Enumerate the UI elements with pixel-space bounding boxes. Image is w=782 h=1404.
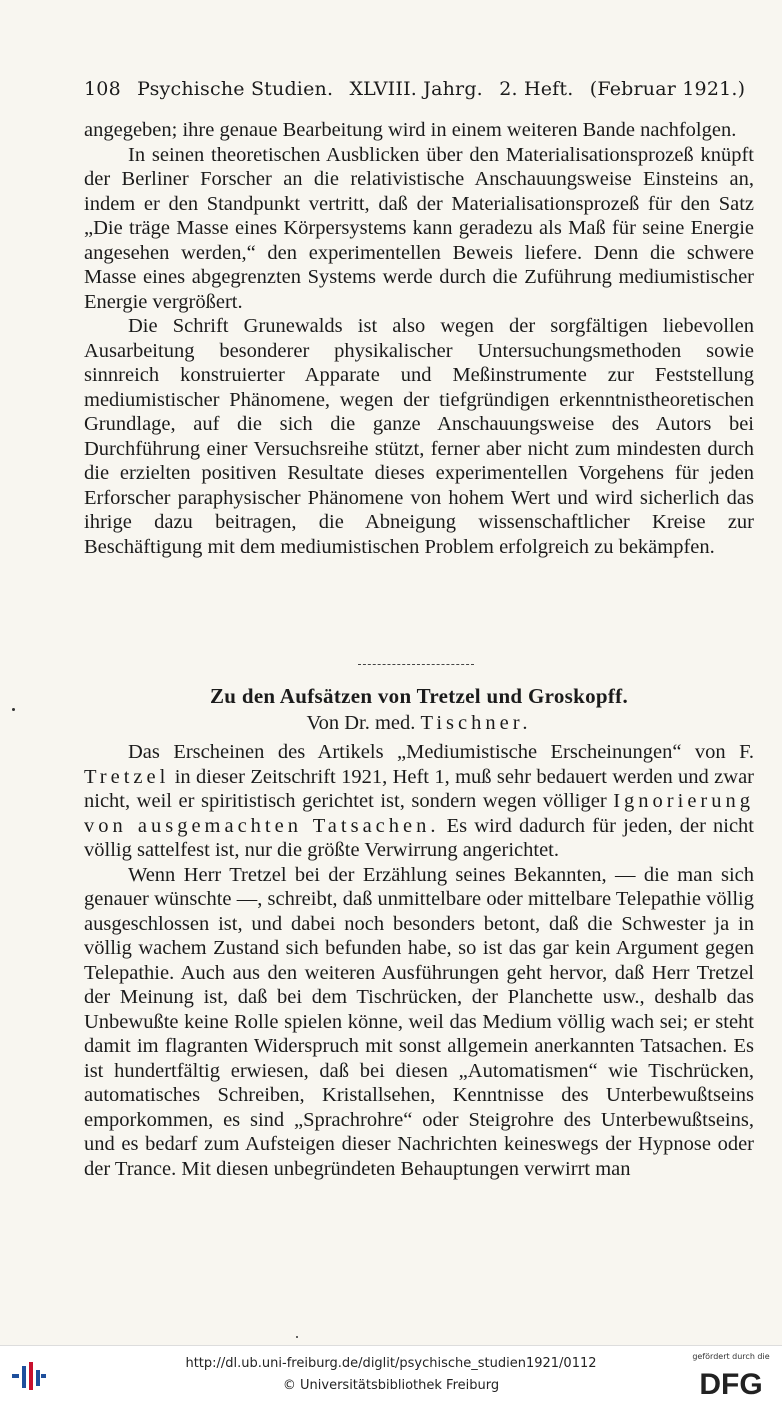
paragraph: Die Schrift Grunewalds ist also wegen der sorgfältigen liebevollen Ausarbeitung besonderer physikalischer Untersuchungsmethoden sowie sinnreich konstruierter Apparate und Meßinstrumente zur Feststellung mediumistischer Phänomene, wegen der tiefgründigen erkenntnistheoretischen Grundlage, auf die sich die ganze Anschauungsweise des Autors bei Durchführung einer Versuchsreihe stützt, ferner aber nicht zum mindesten durch die erzielten positiven Resultate dieses experimentellen Vorgehens für jeden Erforscher paraphysischer Phänomene von hohem Wert und wird sicherlich das ihrige dazu beitragen, die Abneigung wissenschaftlicher Kreise zur Beschäftigung mit dem mediumistischen Problem erfolgreich zu bekämpfen. xyxy=(84,315,754,558)
emphasized-phrase: Ignorierung von ausgemachten Tatsachen. xyxy=(84,790,754,837)
author-name: Tischner. xyxy=(420,712,532,734)
article-body xyxy=(84,740,754,1181)
copyright-notice: © Universitätsbibliothek Freiburg xyxy=(282,1378,500,1393)
article-byline xyxy=(84,712,754,735)
dfg-tagline: gefördert durch die xyxy=(692,1352,770,1361)
paragraph: Wenn Herr Tretzel bei der Erzählung seines Bekannten, — die man sich genauer wünschte —, schreibt, daß unmittelbare oder mittelbare Telepathie völlig ausgeschlossen ist, und dabei noch besonders betont, daß die Schwester ja in völlig wachem Zustand sich befunden habe, so ist das gar kein Argument gegen Telepathie. Auch aus den weiteren Ausführungen geht hervor, daß Herr Tretzel der Meinung ist, daß bei dem Tischrücken, der Planchette usw., deshalb das Unbewußte keine Rolle spielen könne, weil das Medium völlig wach sei; er steht damit im flagranten Widerspruch mit sonst allgemein anerkannten Tatsachen. Es ist hundertfältig erwiesen, daß bei diesen „Automatismen“ wie Tischrücken, automatisches Schreiben, Kristallsehen, Kenntnisse des Unterbewußtseins emporkommen, es sind „Sprachrohre“ oder Steigrohre des Unterbewußtseins, und es bedarf zum Aufsteigen dieser Nachrichten keineswegs der Hypnose oder der Trance. Mit diesen unbegründeten Behauptungen verwirrt man xyxy=(84,863,754,1180)
paragraph xyxy=(84,740,754,863)
paragraph: In seinen theoretischen Ausblicken über den Materialisationsprozeß knüpft der Berliner Forscher an die relativistische Anschauungsweise Einsteins an, indem er den Standpunkt vertritt, daß der Materialisationsprozeß für den Satz „Die träge Masse eines Körpersystems kann geradezu als Maß für seine Energie angesehen werden,“ den experimentellen Beweis liefere. Denn die schwere Masse eines abgegrenzten Systems werde durch die Zuführung mediumistischer Energie vergrößert. xyxy=(84,143,754,313)
scan-speck xyxy=(12,708,15,711)
dfg-wordmark: DFG xyxy=(699,1368,763,1400)
text-run: in dieser Zeitschrift 1921, Heft 1, muß sehr bedauert werden und zwar nicht, weil er spiritistisch gerichtet ist, sondern wegen völliger xyxy=(84,765,755,812)
paragraph: angegeben; ihre genaue Bearbeitung wird in einem weiteren Bande nachfolgen. xyxy=(84,119,737,141)
issue-date: (Februar 1921.) xyxy=(589,78,746,100)
issue: 2. Heft. xyxy=(499,78,574,100)
page-number: 108 xyxy=(84,78,121,100)
source-url-link[interactable]: http://dl.ub.uni-freiburg.de/diglit/psychische_studien1921/0112 xyxy=(185,1356,597,1371)
running-header xyxy=(84,78,754,100)
dfg-logo xyxy=(686,1352,776,1400)
digitization-footer xyxy=(0,1345,782,1404)
review-continuation xyxy=(84,118,754,559)
text-run: Es wird dadurch für jeden, der nicht völlig sattelfest ist, nur die größte Verwirrung angerichtet. xyxy=(84,814,755,861)
text-run: Das Erscheinen des Artikels „Mediumistische Erscheinungen“ von F. xyxy=(128,741,754,763)
byline-prefix: Von Dr. med. xyxy=(306,712,416,734)
journal-title: Psychische Studien. xyxy=(137,78,334,100)
article-title: Zu den Aufsätzen von Tretzel und Groskopff. xyxy=(210,684,628,708)
emphasized-name: Tretzel xyxy=(84,765,170,788)
section-divider xyxy=(358,664,474,665)
volume: XLVIII. Jahrg. xyxy=(349,78,483,100)
scan-speck xyxy=(296,1336,298,1338)
